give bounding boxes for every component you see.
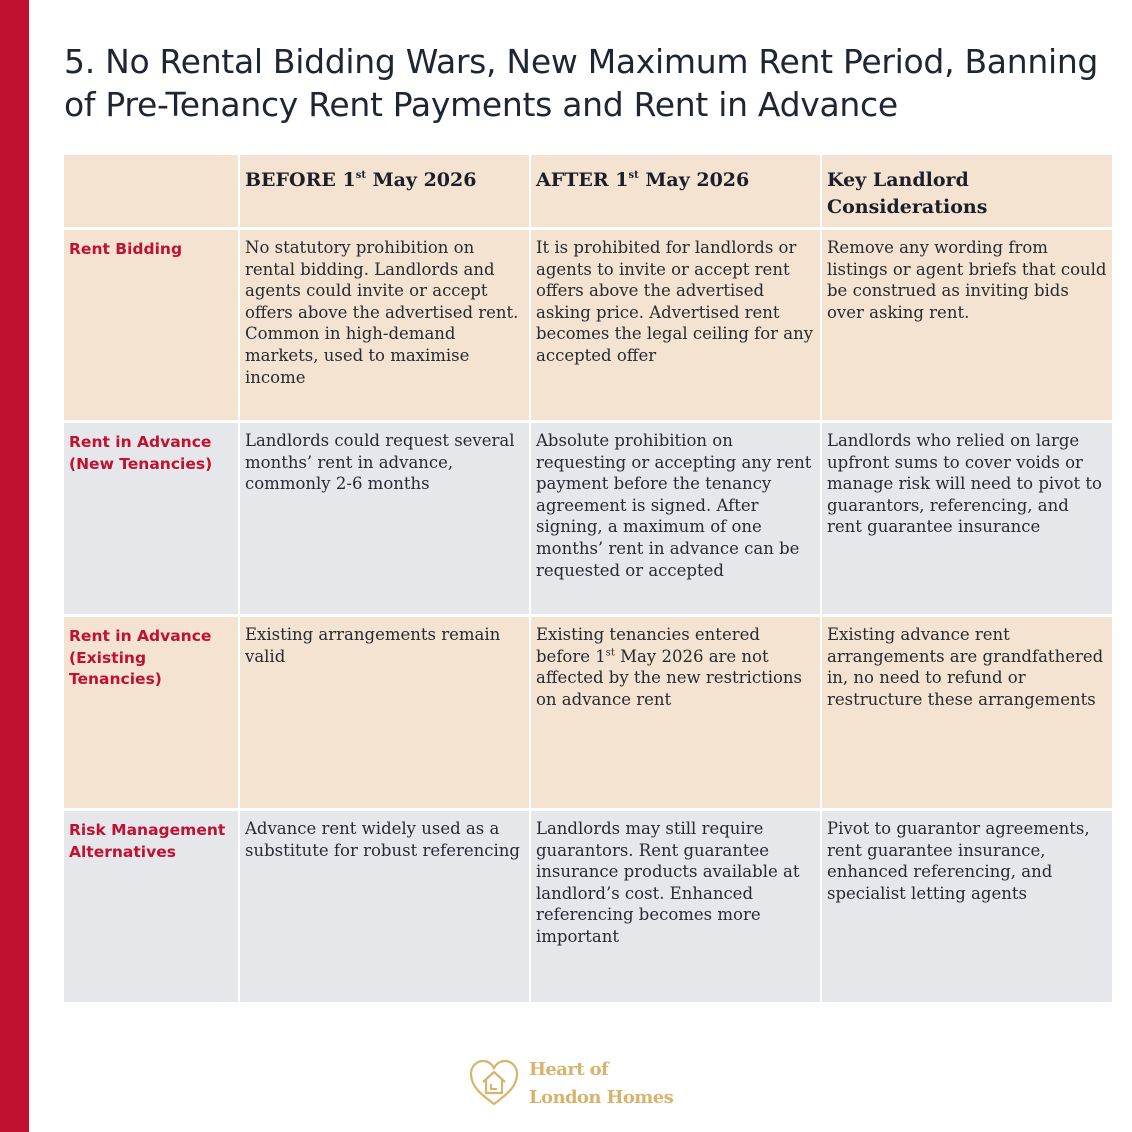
row-label-risk-management: Risk Management Alternatives [64, 811, 238, 1002]
brand-name-line1: Heart of [529, 1059, 609, 1080]
cell-existing-after-text: Existing tenancies entered before 1 [536, 625, 760, 666]
brand-name [529, 1056, 673, 1112]
cell-rent-advance-existing-before: Existing arrangements remain valid [240, 617, 529, 808]
cell-risk-management-key: Pivot to guarantor agreements, rent guarantee insurance, enhanced referencing, and specialist letting agents [822, 811, 1112, 1002]
cell-rent-bidding-before: No statutory prohibition on rental bidding. Landlords and agents could invite or accept offers above the advertised rent. Common in high-demand markets, used to maximise income [240, 230, 529, 420]
page-title: 5. No Rental Bidding Wars, New Maximum Rent Period, Banning of Pre-Tenancy Rent Payments and Rent in Advance [64, 42, 1099, 124]
brand-name-line2: London Homes [529, 1087, 674, 1108]
header-corner-cell [64, 155, 238, 227]
brand-logo [468, 1056, 678, 1112]
cell-rent-bidding-key: Remove any wording from listings or agent briefs that could be construed as inviting bids over asking rent. [822, 230, 1112, 420]
cell-rent-advance-new-key: Landlords who relied on large upfront sums to cover voids or manage risk will need to pivot to guarantors, referencing, and rent guarantee insurance [822, 423, 1112, 614]
header-after-sup: st [628, 169, 639, 181]
accent-bar [0, 0, 29, 1132]
cell-rent-advance-new-before: Landlords could request several months’ rent in advance, commonly 2-6 months [240, 423, 529, 614]
header-before-date: May 2026 [365, 169, 477, 191]
cell-existing-after-rest: May 2026 are not affected by the new restrictions on advance rent [536, 646, 803, 709]
cell-rent-advance-new-after: Absolute prohibition on requesting or accepting any rent payment before the tenancy agreement is signed. After signing, a maximum of one months’ rent in advance can be requested or accepted [531, 423, 820, 614]
cell-existing-after-sup: st [605, 647, 615, 659]
row-label-rent-advance-existing: Rent in Advance (Existing Tenancies) [64, 617, 238, 808]
cell-risk-management-before: Advance rent widely used as a substitute for robust referencing [240, 811, 529, 1002]
header-before-sup: st [355, 169, 366, 181]
header-key-considerations: Key Landlord Considerations [822, 155, 1112, 227]
row-label-rent-advance-new: Rent in Advance (New Tenancies) [64, 423, 238, 614]
header-before-text: BEFORE 1 [245, 169, 356, 191]
header-after-date: May 2026 [638, 169, 750, 191]
heart-house-icon [468, 1059, 520, 1107]
header-before [240, 155, 529, 227]
header-after [531, 155, 820, 227]
header-after-text: AFTER 1 [536, 169, 629, 191]
cell-rent-advance-existing-after [531, 617, 820, 808]
cell-rent-advance-existing-key: Existing advance rent arrangements are grandfathered in, no need to refund or restructure these arrangements [822, 617, 1112, 808]
cell-rent-bidding-after: It is prohibited for landlords or agents to invite or accept rent offers above the advertised asking price. Advertised rent becomes the legal ceiling for any accepted offer [531, 230, 820, 420]
cell-risk-management-after: Landlords may still require guarantors. Rent guarantee insurance products available at landlord’s cost. Enhanced referencing becomes more important [531, 811, 820, 1002]
comparison-table [64, 155, 1110, 1002]
row-label-rent-bidding: Rent Bidding [64, 230, 238, 420]
